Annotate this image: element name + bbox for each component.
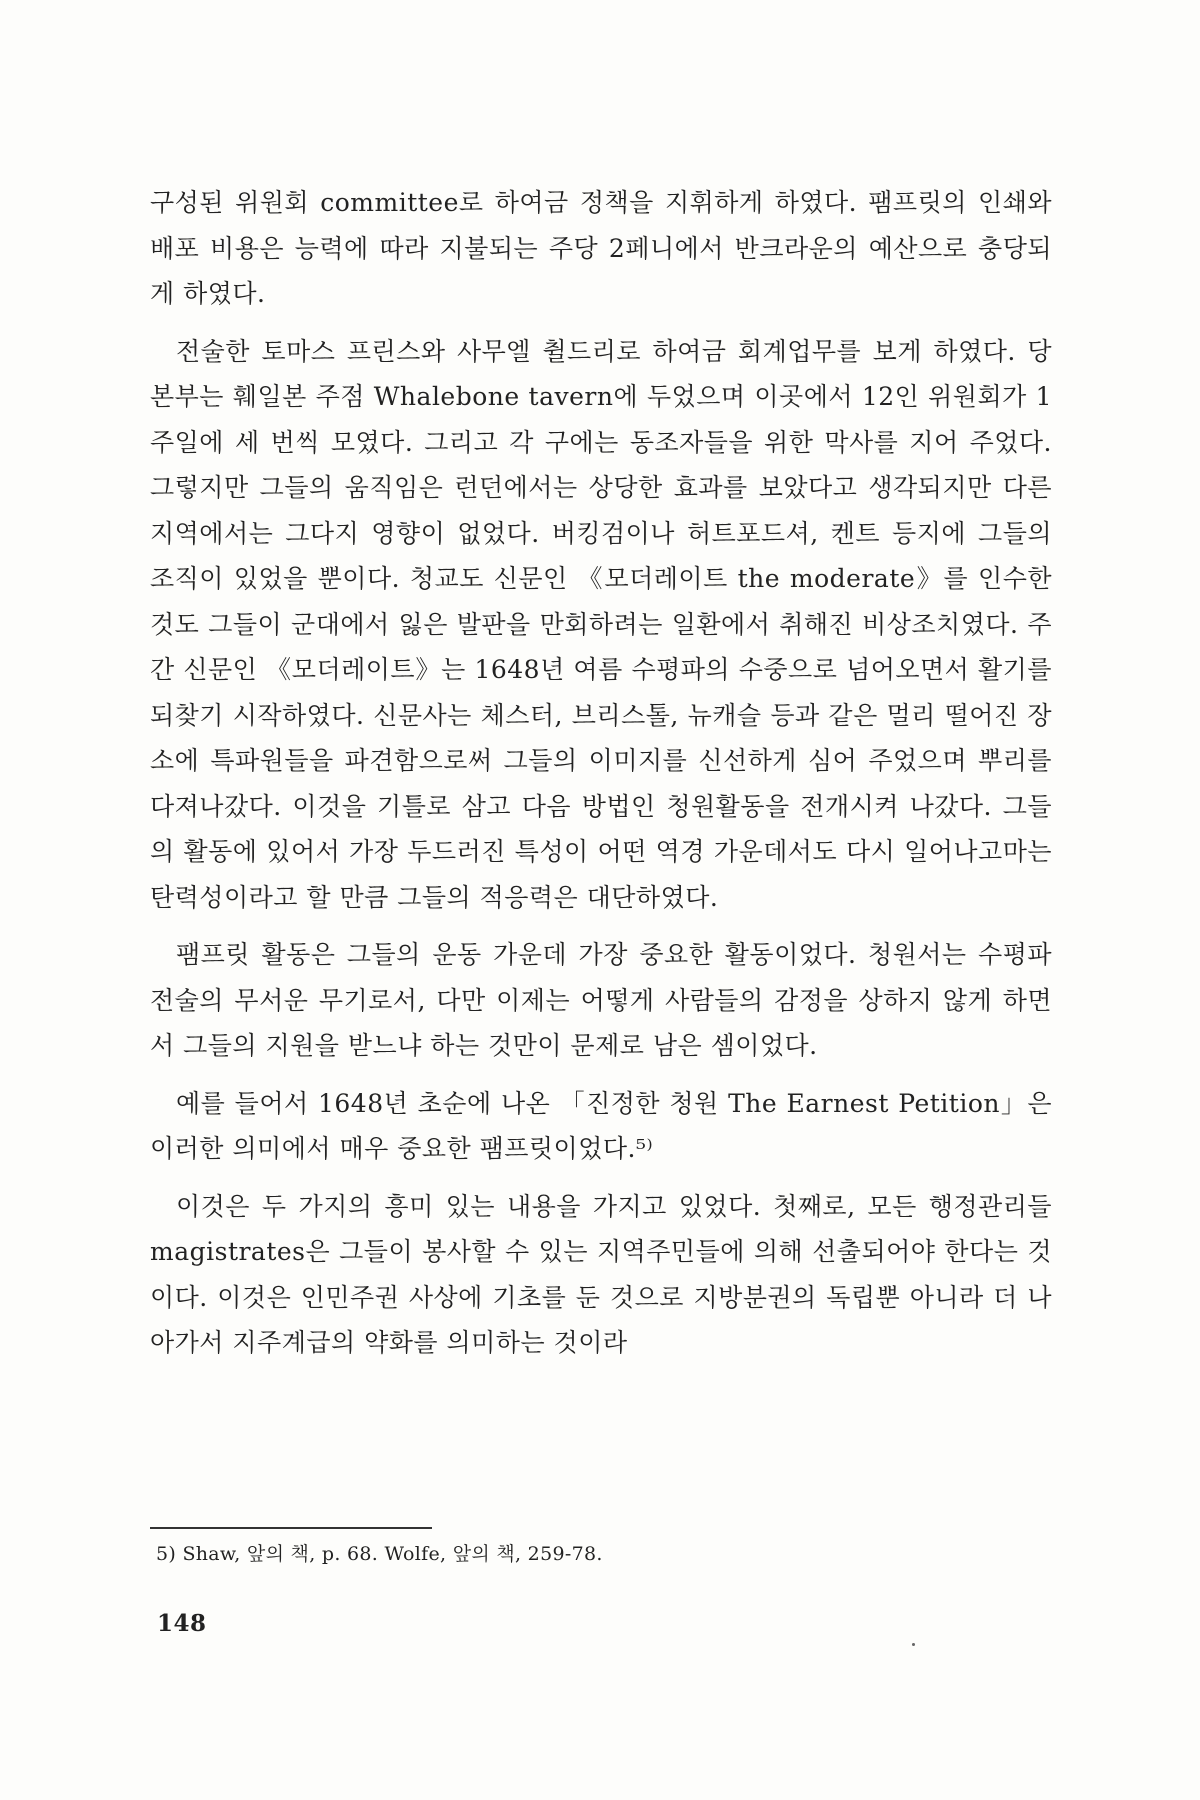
page-number: 148: [157, 1610, 207, 1637]
footnote-divider: [150, 1527, 432, 1529]
scan-speck: [912, 1643, 915, 1646]
paragraph-1: 구성된 위원회 committee로 하여금 정책을 지휘하게 하였다. 팸프릿의 인쇄와 배포 비용은 능력에 따라 지불되는 주당 2페니에서 반크라운의 예산으로 충당되게 하였다.: [150, 188, 1052, 308]
paragraph-3: 팸프릿 활동은 그들의 운동 가운데 가장 중요한 활동이었다. 청원서는 수평파 전술의 무서운 무기로서, 다만 이제는 어떻게 사람들의 감정을 상하지 않게 하면서 그들의 지원을 받느냐 하는 것만이 문제로 남은 셈이었다.: [150, 940, 1052, 1060]
paragraph-2: 전술한 토마스 프린스와 사무엘 췰드리로 하여금 회계업무를 보게 하였다. 당 본부는 훼일본 주점 Whalebone tavern에 두었으며 이곳에서 12인 위원회가 1주일에 세 번씩 모였다. 그리고 각 구에는 동조자들을 위한 막사를 지어 주었다. 그렇지만 그들의 움직임은 런던에서는 상당한 효과를 보았다고 생각되지만 다른 지역에서는 그다지 영향이 없었다. 버킹검이나 허트포드셔, 켄트 등지에 그들의 조직이 있었을 뿐이다. 청교도 신문인 《모더레이트 the moderate》를 인수한 것도 그들이 군대에서 잃은 발판을 만회하려는 일환에서 취해진 비상조치였다. 주간 신문인 《모더레이트》는 1648년 여름 수평파의 수중으로 넘어오면서 활기를 되찾기 시작하였다. 신문사는 체스터, 브리스톨, 뉴캐슬 등과 같은 멀리 떨어진 장소에 특파원들을 파견함으로써 그들의 이미지를 신선하게 심어 주었으며 뿌리를 다져나갔다. 이것을 기틀로 삼고 다음 방법인 청원활동을 전개시켜 나갔다. 그들의 활동에 있어서 가장 두드러진 특성이 어떤 역경 가운데서도 다시 일어나고마는 탄력성이라고 할 만큼 그들의 적응력은 대단하였다.: [150, 336, 1052, 912]
page-body: [150, 180, 1052, 1378]
paragraph-5: 이것은 두 가지의 흥미 있는 내용을 가지고 있었다. 첫째로, 모든 행정관리들 magistrates은 그들이 봉사할 수 있는 지역주민들에 의해 선출되어야 한다는 것이다. 이것은 인민주권 사상에 기초를 둔 것으로 지방분권의 독립뿐 아니라 더 나아가서 지주계급의 약화를 의미하는 것이라: [150, 1191, 1052, 1357]
footnote: 5) Shaw, 앞의 책, p. 68. Wolfe, 앞의 책, 259-78.: [156, 1543, 603, 1565]
paragraph-4: 예를 들어서 1648년 초순에 나온 「진정한 청원 The Earnest Petition」은 이러한 의미에서 매우 중요한 팸프릿이었다.⁵⁾: [150, 1088, 1052, 1163]
